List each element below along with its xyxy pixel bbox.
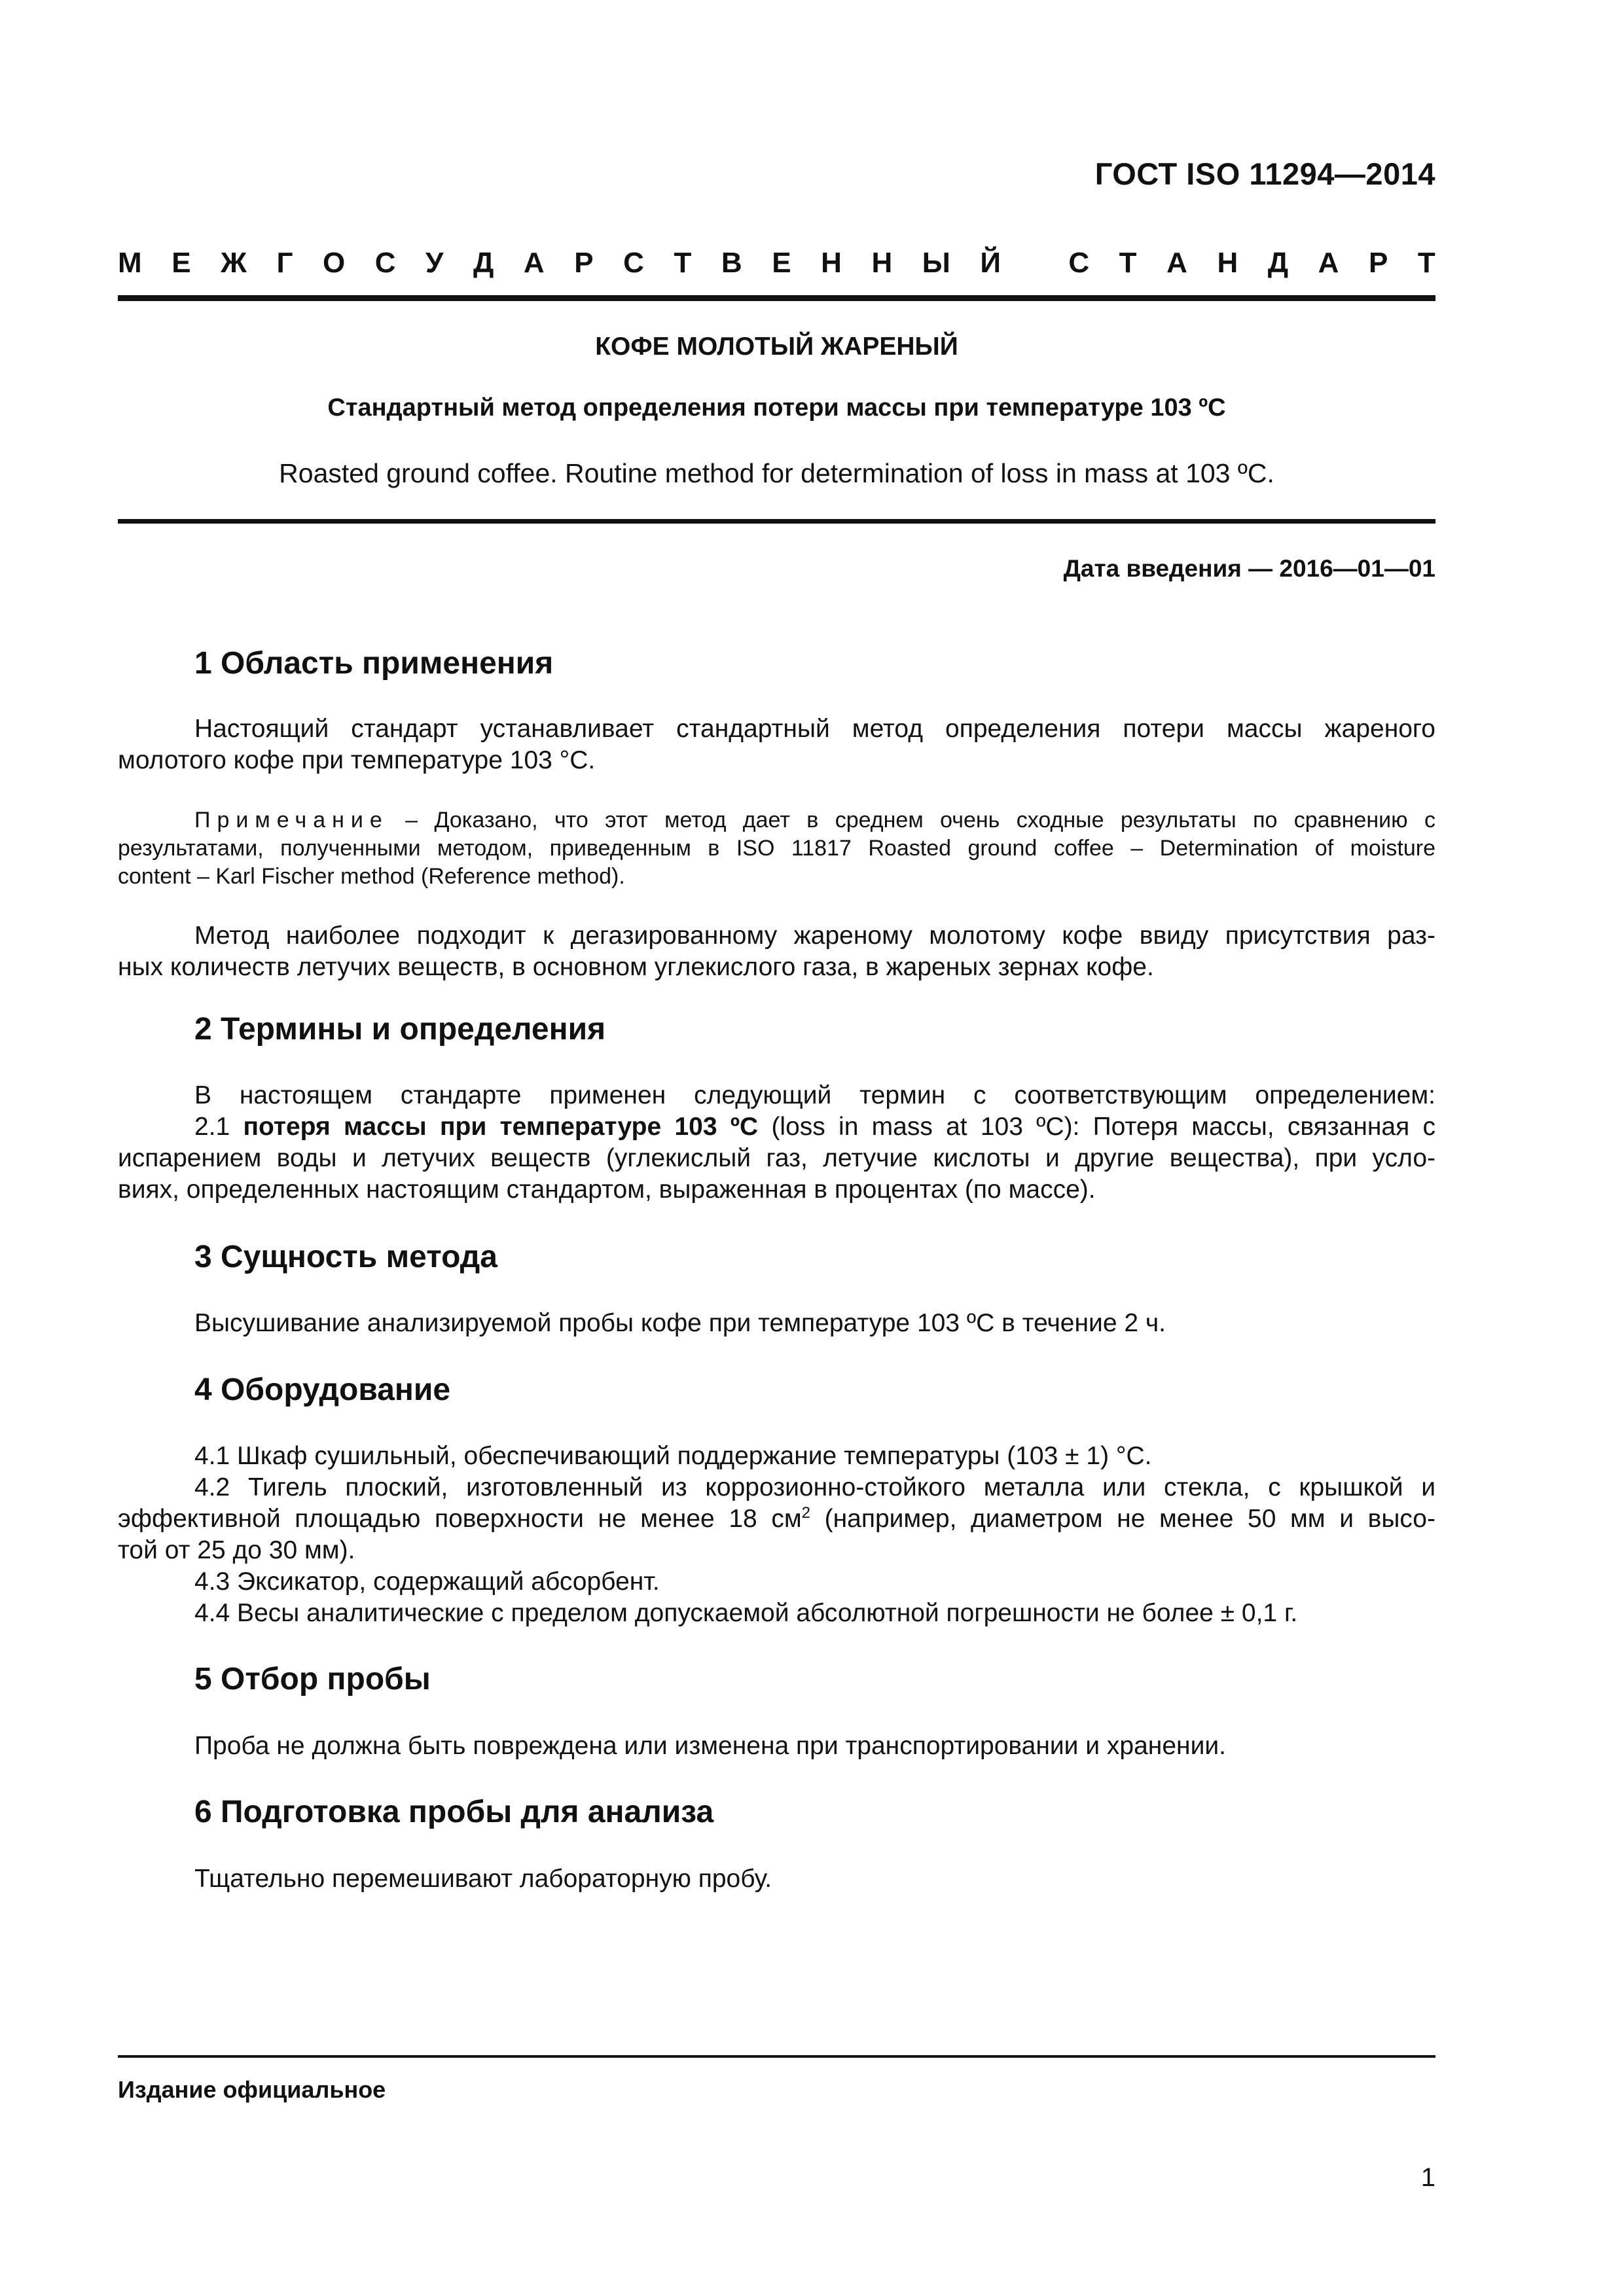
- section-6-paragraph: Тщательно перемешивают лабораторную пробу.: [194, 1865, 772, 1893]
- definition-english: (loss in mass at 103 ºC): Потеря массы, связанная с: [758, 1113, 1435, 1141]
- interstate-letter: Р: [574, 247, 594, 279]
- standard-title-english: Roasted ground coffee. Routine method for determination of loss in mass at 103 ºC.: [279, 458, 1274, 488]
- title-rule: [118, 519, 1435, 524]
- definition-2-1-line1: [118, 1111, 1435, 1143]
- interstate-letter: С: [374, 247, 396, 279]
- section-1-p2-line2: ных количеств летучих веществ, в основном углекислого газа, в жареных зернах кофе.: [118, 953, 1154, 981]
- interstate-letter: Т: [1119, 247, 1137, 279]
- note-line1: – Доказано, что этот метод дает в среднем очень сходные результаты по сравнению с: [388, 808, 1435, 833]
- equipment-item-4-1: 4.1 Шкаф сушильный, обеспечивающий поддержание температуры (103 ± 1) °C.: [194, 1442, 1152, 1470]
- interstate-letter: С: [1068, 247, 1090, 279]
- interstate-letter: С: [623, 247, 644, 279]
- section-1-p1-line2: молотого кофе при температуре 103 °C.: [118, 746, 596, 774]
- introduction-date: Дата введения — 2016—01—01: [1063, 555, 1435, 582]
- interstate-letter: Е: [772, 247, 791, 279]
- area-superscript: 2: [801, 1504, 810, 1522]
- interstate-letter: Н: [821, 247, 842, 279]
- standard-subtitle: Стандартный метод определения потери массы при температуре 103 ºC: [327, 394, 1226, 422]
- interstate-letter: Р: [1369, 247, 1388, 279]
- interstate-standard-banner: [118, 247, 1435, 279]
- page-number: 1: [1420, 2163, 1435, 2192]
- section-4-heading: 4 Оборудование: [194, 1372, 451, 1407]
- interstate-letter: М: [118, 247, 142, 279]
- area-text: эффективной площадью поверхности не менее 18 см: [118, 1505, 802, 1533]
- definition-number: 2.1: [194, 1113, 244, 1141]
- section-2-intro: В настоящем стандарте применен следующий термин с соответствующим определением:: [194, 1081, 1435, 1109]
- interstate-letter: Ж: [221, 247, 247, 279]
- interstate-letter: Н: [1217, 247, 1238, 279]
- equipment-item-4-2-line3: той от 25 до 30 мм).: [118, 1536, 355, 1564]
- interstate-letter: [1031, 247, 1039, 279]
- interstate-letter: У: [425, 247, 444, 279]
- official-edition-label: Издание официальное: [118, 2076, 386, 2103]
- note-line2: результатами, полученными методом, приведенным в ISO 11817 Roasted ground coffee – Determination of moisture: [118, 836, 1435, 861]
- section-6-heading: 6 Подготовка пробы для анализа: [194, 1795, 714, 1829]
- definition-term: потеря массы при температуре 103 ºC: [243, 1113, 759, 1141]
- dimensions-text: (например, диаметром не менее 50 мм и высо-: [810, 1505, 1435, 1533]
- section-4-list: [118, 1441, 1435, 1629]
- note-label: Примечание: [194, 808, 389, 833]
- interstate-letter: Н: [871, 247, 893, 279]
- interstate-letter: О: [322, 247, 346, 279]
- section-2-heading: 2 Термины и определения: [194, 1012, 606, 1047]
- interstate-letter: Т: [1417, 247, 1435, 279]
- section-1-paragraph-2: [118, 920, 1435, 983]
- note-line3: content – Karl Fischer method (Reference method).: [118, 864, 625, 889]
- interstate-letter: А: [1166, 247, 1187, 279]
- definition-2-1-line2: испарением воды и летучих веществ (углекислый газ, летучие кислоты и другие вещества), при усло-: [118, 1144, 1435, 1172]
- equipment-item-4-4: 4.4 Весы аналитические с пределом допускаемой абсолютной погрешности не более ± 0,1 г.: [194, 1599, 1298, 1627]
- section-5-paragraph: Проба не должна быть повреждена или изменена при транспортировании и хранении.: [194, 1732, 1226, 1760]
- section-1-p2-line1: Метод наиболее подходит к дегазированному жареному молотому кофе ввиду присутствия раз-: [194, 922, 1435, 950]
- interstate-letter: Г: [276, 247, 293, 279]
- section-3-heading: 3 Сущность метода: [194, 1240, 497, 1274]
- equipment-item-4-2-line2: [118, 1503, 1435, 1535]
- interstate-letter: Ы: [922, 247, 950, 279]
- section-3-paragraph: Высушивание анализируемой пробы кофе при температуре 103 ºC в течение 2 ч.: [194, 1309, 1166, 1337]
- header-rule: [118, 295, 1435, 301]
- section-1-paragraph: [118, 713, 1435, 776]
- interstate-letter: Е: [171, 247, 191, 279]
- interstate-letter: Д: [1267, 247, 1289, 279]
- section-1-p1-line1: Настоящий стандарт устанавливает стандартный метод определения потери массы жареного: [194, 715, 1435, 743]
- document-number: ГОСТ ISO 11294—2014: [1094, 156, 1435, 191]
- standard-title: КОФЕ МОЛОТЫЙ ЖАРЕНЫЙ: [595, 332, 958, 361]
- equipment-item-4-2-line1: 4.2 Тигель плоский, изготовленный из коррозионно-стойкого металла или стекла, с крышкой и: [194, 1473, 1435, 1501]
- interstate-letter: В: [721, 247, 742, 279]
- footer-rule: [118, 2055, 1435, 2058]
- definition-2-1-line3: виях, определенных настоящим стандартом, выраженная в процентах (по массе).: [118, 1175, 1096, 1204]
- section-5-heading: 5 Отбор пробы: [194, 1662, 431, 1696]
- interstate-letter: Т: [674, 247, 692, 279]
- section-2-body: [118, 1080, 1435, 1206]
- equipment-item-4-3: 4.3 Эксикатор, содержащий абсорбент.: [194, 1568, 660, 1596]
- section-1-note: [118, 806, 1435, 891]
- interstate-letter: А: [1318, 247, 1339, 279]
- interstate-letter: А: [523, 247, 545, 279]
- interstate-letter: Й: [980, 247, 1001, 279]
- section-1-heading: 1 Область применения: [194, 646, 554, 681]
- interstate-letter: Д: [473, 247, 494, 279]
